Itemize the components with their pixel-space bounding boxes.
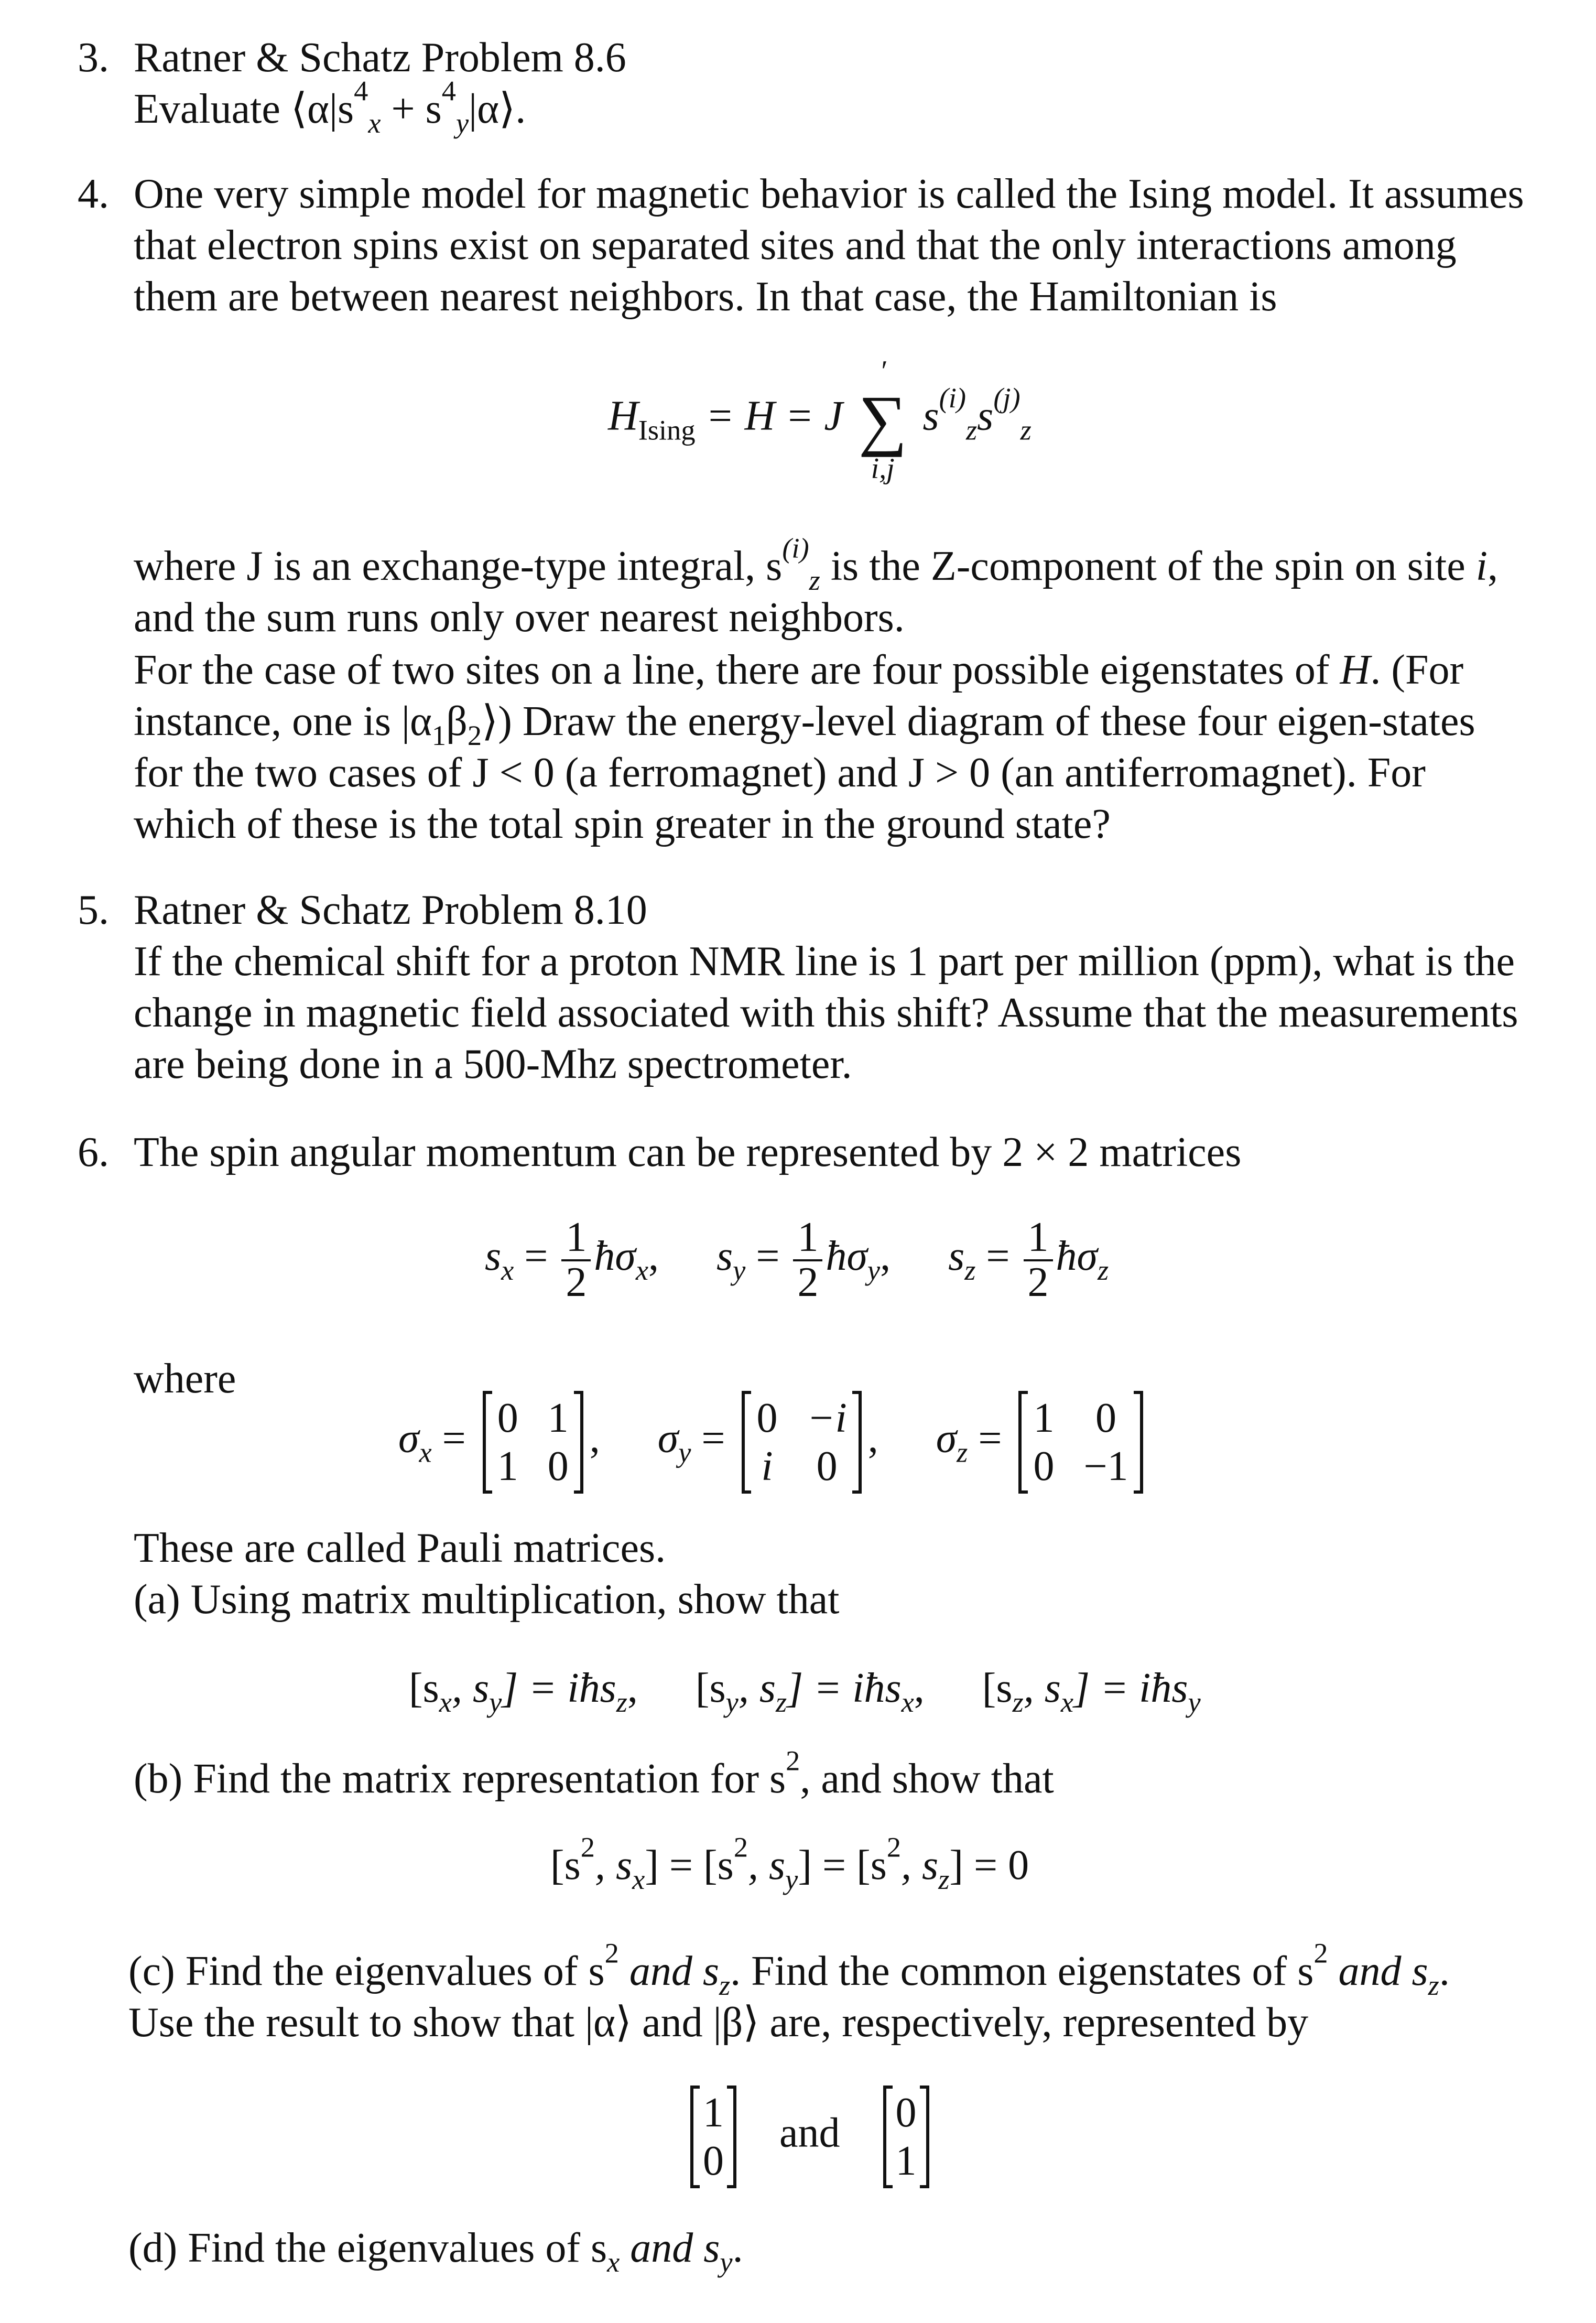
s2-sq-3: 2 (886, 1831, 902, 1863)
comm-1-b: y (489, 1687, 502, 1719)
problem-4-question: which of these is the total spin greater in the ground state? (134, 801, 1111, 847)
comm-3-close: ] = iħs (1073, 1665, 1188, 1711)
problem-3-prompt (134, 75, 526, 139)
sx-hbar-sigma: ħσ (594, 1233, 636, 1279)
sx-frac-den: 2 (566, 1259, 587, 1305)
eq-s-j-sup: (j) (993, 382, 1020, 414)
s2-open: [s (550, 1842, 581, 1888)
commutator-equations (409, 1663, 1201, 1719)
p3-sup1: 4 (354, 75, 368, 107)
s2-eq-2: ] = [s (798, 1842, 887, 1888)
part-c-a: (c) Find the eigenvalues of s (128, 1948, 605, 1994)
p3-sup2: 4 (441, 75, 456, 107)
s2-mid-2: , s (748, 1842, 786, 1888)
sigma-z-matrix (1018, 1392, 1143, 1493)
problem-5-number: 5. (78, 887, 109, 933)
part-b-a: (b) Find the matrix representation for s (134, 1756, 786, 1802)
eq-s-i-sup: (i) (939, 382, 966, 414)
sz-s: s (948, 1233, 965, 1279)
sigma-y-eq: = (691, 1415, 736, 1462)
s2-sub-y: y (785, 1864, 798, 1896)
eq-s-j-sub: z (1020, 414, 1032, 446)
sy-hbar-sigma: ħσ (826, 1233, 867, 1279)
sigma-x-symbol: σ (398, 1415, 419, 1462)
sz-frac-den: 2 (1027, 1259, 1049, 1305)
vector-cell: 1 (895, 2138, 917, 2184)
and-word: and (779, 2110, 840, 2156)
inst-text-b: β (446, 698, 468, 744)
sx-eq: = (514, 1233, 559, 1279)
part-c-b: and s (618, 1948, 719, 1994)
sy-frac-num: 1 (793, 1216, 822, 1261)
part-b-sq: 2 (786, 1745, 800, 1777)
eq-s-i: s (922, 393, 939, 439)
s2-sub-x: x (632, 1864, 645, 1896)
sigma-x-eq: = (431, 1415, 476, 1462)
inst-text-a: instance, one is |α (134, 698, 432, 744)
sy-sub: y (733, 1254, 746, 1286)
problem-5-line-3: are being done in a 500-Mhz spectrometer. (134, 1041, 852, 1087)
problem-5-line-1: If the chemical shift for a proton NMR line is 1 part per million (ppm), what is the (134, 938, 1515, 985)
comm-3-open: [s (982, 1665, 1013, 1711)
sx-sub: x (501, 1254, 514, 1286)
s2-mid-1: , s (594, 1842, 633, 1888)
part-c-sub-2: z (1428, 1970, 1439, 2002)
sy-s: s (716, 1233, 733, 1279)
sx-frac-num: 1 (561, 1216, 591, 1261)
part-c-sq-1: 2 (604, 1937, 619, 1969)
where-text-b: is the Z-component of the spin on site (820, 543, 1476, 589)
comm-3-a: z (1012, 1687, 1024, 1719)
problem-4-instance-line (134, 696, 1475, 752)
sz-eq: = (975, 1233, 1020, 1279)
sigma-y-symbol: σ (657, 1415, 679, 1462)
pauli-matrices-equation (398, 1392, 1149, 1493)
matrix-cell: 0 (497, 1395, 518, 1441)
sigma-x-matrix (483, 1392, 583, 1493)
sz-sub: z (964, 1254, 976, 1286)
comm-1-res: z (616, 1687, 627, 1719)
where-label: where (134, 1356, 236, 1402)
part-c-sq-2: 2 (1313, 1937, 1328, 1969)
comm-1-comma: , (627, 1665, 638, 1711)
s2-end: ] = 0 (949, 1842, 1029, 1888)
comm-2-a: y (725, 1687, 739, 1719)
comm-2-comma: , (914, 1665, 925, 1711)
sigma-z-eq: = (968, 1415, 1013, 1462)
part-d-a: (d) Find the eigenvalues of s (128, 2225, 607, 2271)
part-c-line-1 (128, 1937, 1450, 2002)
vector-cell: 0 (703, 2138, 724, 2184)
part-d-text (128, 2223, 743, 2278)
matrix-cell: 1 (1033, 1395, 1055, 1441)
problem-3-title: Ratner & Schatz Problem 8.6 (134, 35, 626, 81)
comm-1-open: [s (409, 1665, 439, 1711)
eq-H-sub: Ising (638, 414, 696, 446)
matrix-cell: 0 (1033, 1443, 1055, 1489)
sx-sigma-sub: x (635, 1254, 649, 1286)
vector-cell: 0 (895, 2090, 917, 2136)
where-text-a: where J is an exchange-type integral, s (134, 543, 783, 589)
sx-comma: , (648, 1233, 659, 1279)
part-d-c: . (732, 2225, 743, 2271)
comm-1-close: ] = iħs (502, 1665, 616, 1711)
part-c-d: . (1439, 1948, 1450, 1994)
part-c-b-2: and s (1328, 1948, 1428, 1994)
matrix-cell: 0 (816, 1443, 838, 1489)
where-sub: z (809, 565, 820, 597)
part-c-c: . Find the common eigenstates of s (730, 1948, 1314, 1994)
part-d-sub-y: y (720, 2246, 733, 2278)
matrix-cell: 0 (1095, 1395, 1116, 1441)
sigma-y-comma: , (867, 1415, 878, 1462)
part-c-sub-1: z (719, 1970, 731, 2002)
sy-frac-den: 2 (797, 1259, 819, 1305)
sum-prime: ′ (880, 355, 886, 387)
problem-6-number: 6. (78, 1129, 109, 1175)
sigma-z-symbol: σ (936, 1415, 957, 1462)
sx-s: s (485, 1233, 502, 1279)
part-d-sub-x: x (607, 2246, 620, 2278)
part-c-line-2: Use the result to show that |α⟩ and |β⟩ are, respectively, represented by (128, 2000, 1309, 2046)
comm-2-sep: , s (738, 1665, 776, 1711)
where-i: i (1475, 543, 1488, 589)
inst-sub-2: 2 (467, 720, 482, 752)
eq-s-i-sub: z (966, 414, 978, 446)
matrix-cell: −i (807, 1395, 847, 1441)
vector-cell: 1 (703, 2090, 724, 2136)
problem-4-line-1: One very simple model for magnetic behavior is called the Ising model. It assumes (134, 171, 1524, 217)
comm-1-a: x (439, 1687, 452, 1719)
where-text-c: , (1487, 543, 1498, 589)
s2-eq-1: ] = [s (645, 1842, 734, 1888)
case-text-b: . (For (1370, 647, 1464, 693)
case-H: H (1340, 647, 1371, 693)
where-sup: (i) (782, 532, 809, 564)
sigma-x-comma: , (589, 1415, 600, 1462)
sz-hbar-sigma: ħσ (1056, 1233, 1098, 1279)
comm-3-b: x (1060, 1687, 1074, 1719)
part-b-b: , and show that (800, 1756, 1054, 1802)
comm-2-open: [s (695, 1665, 726, 1711)
inst-text-c: ⟩) Draw the energy-level diagram of these four eigen-states (482, 698, 1475, 744)
basis-vectors (684, 2087, 936, 2187)
eq-H: H (608, 393, 638, 439)
matrix-cell: −1 (1083, 1443, 1128, 1489)
comm-2-b: z (775, 1687, 787, 1719)
s-squared-commutator-equation (550, 1831, 1029, 1896)
spin-operator-equations (485, 1216, 1109, 1304)
sz-frac-num: 1 (1024, 1216, 1053, 1261)
sum-symbol (859, 356, 907, 483)
eq-s-j: s (977, 393, 994, 439)
problem-4-number: 4. (78, 171, 109, 217)
sz-frac (1024, 1216, 1053, 1304)
sz-sigma-sub: z (1097, 1254, 1109, 1286)
matrix-cell: 1 (547, 1395, 569, 1441)
matrix-cell: i (761, 1443, 773, 1489)
comm-2-close: ] = iħs (787, 1665, 902, 1711)
sigma-z-sub: z (957, 1436, 968, 1468)
comm-2-res: x (901, 1687, 914, 1719)
part-d-b: and s (620, 2225, 720, 2271)
p3-plus: + s (381, 86, 442, 132)
sy-comma: , (880, 1233, 891, 1279)
ising-hamiltonian-equation (608, 356, 1032, 483)
sy-sigma-sub: y (867, 1254, 881, 1286)
problem-4-sum-line: and the sum runs only over nearest neighbors. (134, 595, 905, 641)
sigma-y-matrix (742, 1392, 861, 1493)
part-b-text (134, 1745, 1054, 1804)
sigma-y-sub: y (678, 1436, 691, 1468)
sy-eq: = (745, 1233, 790, 1279)
p3-text-a: Evaluate ⟨α|s (134, 86, 354, 132)
inst-sub-1: 1 (431, 720, 447, 752)
p3-sub2: y (455, 107, 469, 139)
sum-limits: i,j (871, 452, 895, 485)
sigma-x-sub: x (419, 1436, 432, 1468)
problem-6-intro: The spin angular momentum can be represented by 2 × 2 matrices (134, 1129, 1242, 1175)
p3-end: |α⟩. (469, 86, 526, 132)
s2-sub-z: z (938, 1864, 950, 1896)
pauli-caption: These are called Pauli matrices. (134, 1525, 666, 1571)
problem-4-case-line (134, 645, 1463, 695)
s2-sq-1: 2 (580, 1831, 595, 1863)
case-text-a: For the case of two sites on a line, there are four possible eigenstates of (134, 647, 1340, 693)
comm-3-sep: , s (1023, 1665, 1061, 1711)
sum-sigma: ∑ (858, 382, 907, 458)
beta-vector (883, 2087, 929, 2187)
s2-mid-3: , s (901, 1842, 939, 1888)
matrix-cell: 1 (497, 1443, 518, 1489)
p3-sub1: x (368, 107, 381, 139)
problem-4-cases-line: for the two cases of J < 0 (a ferromagnet) and J > 0 (an antiferromagnet). For (134, 750, 1426, 796)
problem-4-line-3: them are between nearest neighbors. In that case, the Hamiltonian is (134, 274, 1277, 320)
part-a-text: (a) Using matrix multiplication, show that (134, 1576, 840, 1623)
comm-1-sep: , s (451, 1665, 490, 1711)
matrix-cell: 0 (756, 1395, 778, 1441)
comm-3-res: y (1188, 1687, 1201, 1719)
problem-5-line-2: change in magnetic field associated with this shift? Assume that the measurements (134, 990, 1518, 1036)
problem-3-number: 3. (78, 35, 109, 81)
matrix-cell: 0 (547, 1443, 569, 1489)
eq-mid: = H = J (695, 393, 843, 439)
problem-5-title: Ratner & Schatz Problem 8.10 (134, 887, 647, 933)
sx-frac (561, 1216, 591, 1304)
problem-4-line-2: that electron spins exist on separated sites and that the only interactions among (134, 222, 1457, 268)
s2-sq-2: 2 (733, 1831, 748, 1863)
problem-4-where-line (134, 532, 1498, 597)
alpha-vector (690, 2087, 736, 2187)
sy-frac (793, 1216, 822, 1304)
